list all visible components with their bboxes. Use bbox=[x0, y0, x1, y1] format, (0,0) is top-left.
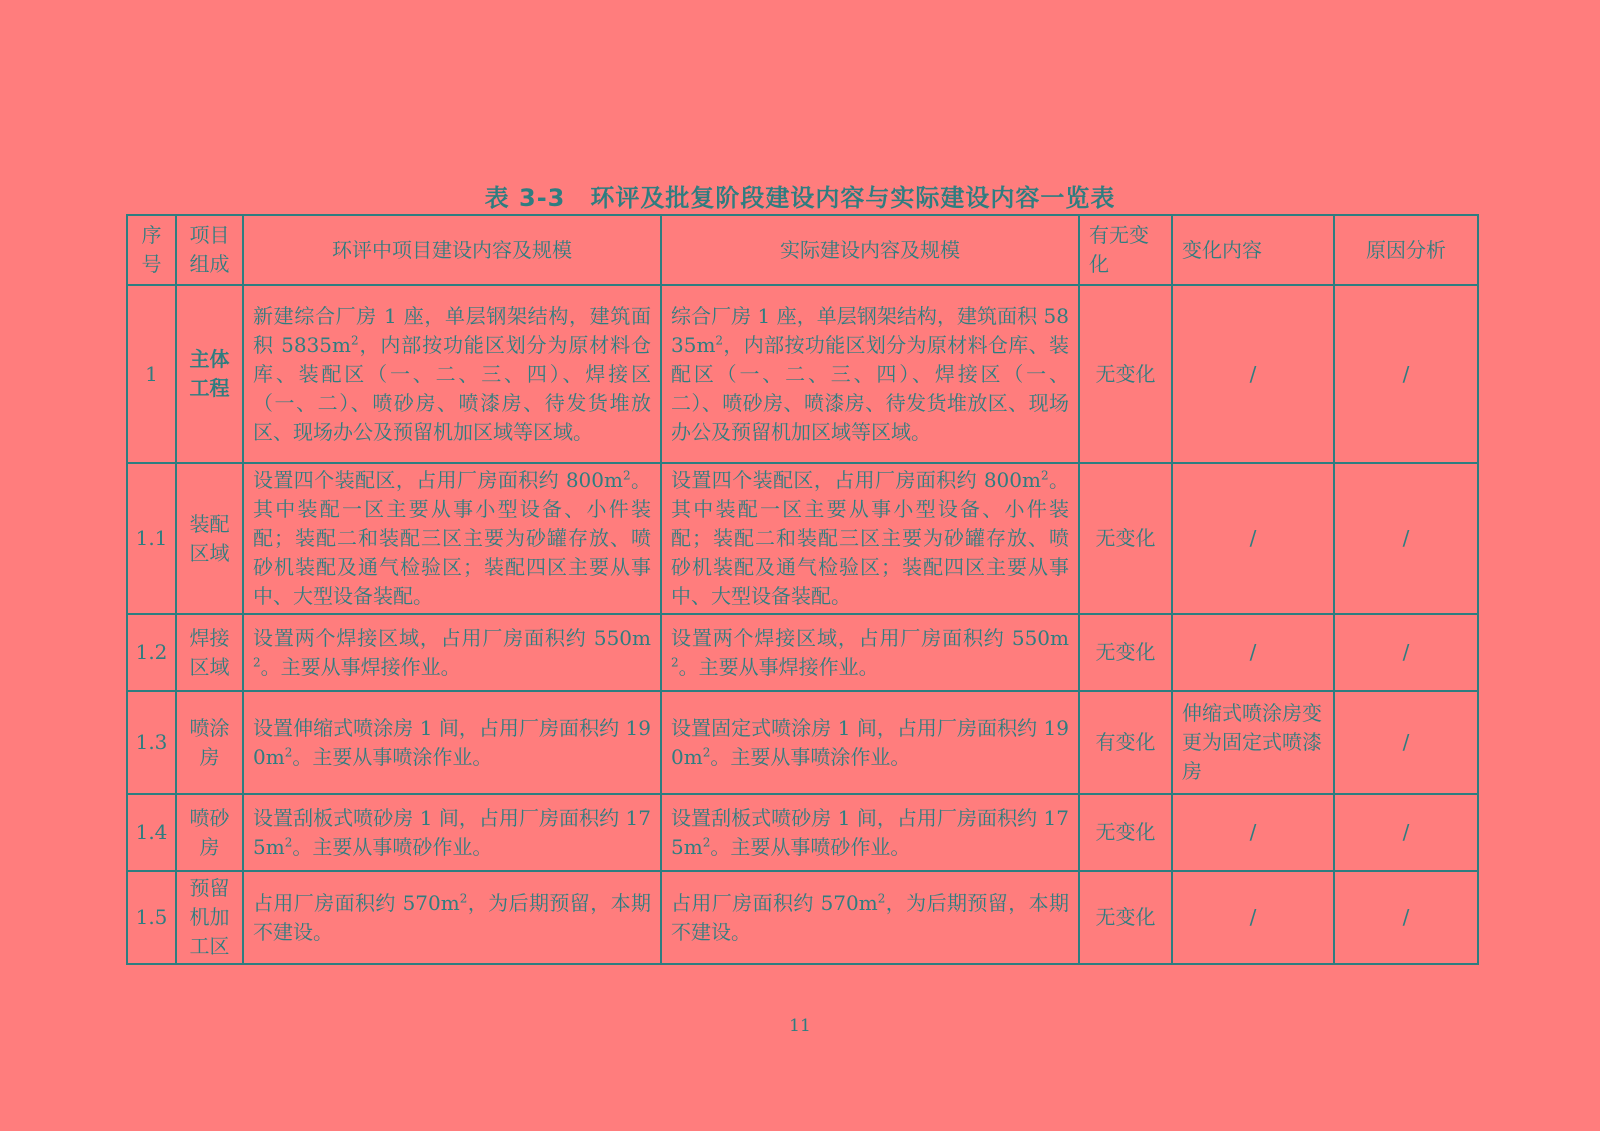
row-actual-content: 占用厂房面积约 $570m^2$，为后期预留，本期不建设。 bbox=[661, 871, 1079, 964]
table-row bbox=[127, 871, 1478, 964]
header-actual: 实际建设内容及规模 bbox=[661, 215, 1079, 285]
row-component: 装配区域 bbox=[176, 463, 243, 614]
table-header-row bbox=[127, 215, 1478, 285]
page-number: 11 bbox=[789, 1016, 811, 1036]
row-reason: / bbox=[1334, 285, 1478, 463]
row-has-change: 有变化 bbox=[1079, 691, 1172, 794]
row-component: 喷涂房 bbox=[176, 691, 243, 794]
row-eia-content: 设置伸缩式喷涂房 1 间，占用厂房面积约 $190m^2$。主要从事喷涂作业。 bbox=[243, 691, 661, 794]
row-change: / bbox=[1172, 794, 1334, 871]
row-has-change: 无变化 bbox=[1079, 794, 1172, 871]
row-reason: / bbox=[1334, 794, 1478, 871]
row-seq: 1.5 bbox=[127, 871, 176, 964]
row-actual-content: 设置固定式喷涂房 1 间，占用厂房面积约 $190m^2$。主要从事喷涂作业。 bbox=[661, 691, 1079, 794]
row-reason: / bbox=[1334, 463, 1478, 614]
row-seq: 1.3 bbox=[127, 691, 176, 794]
row-component: 焊接区域 bbox=[176, 614, 243, 691]
row-eia-content: 设置四个装配区，占用厂房面积约 $800m^2$。其中装配一区主要从事小型设备、小件装配；装配二和装配三区主要为砂罐存放、喷砂机装配及通气检验区；装配四区主要从事中、大型设备装配。 bbox=[243, 463, 661, 614]
row-reason: / bbox=[1334, 871, 1478, 964]
row-change: / bbox=[1172, 614, 1334, 691]
row-reason: / bbox=[1334, 614, 1478, 691]
row-seq: 1.1 bbox=[127, 463, 176, 614]
row-actual-content: 设置四个装配区，占用厂房面积约 $800m^2$。其中装配一区主要从事小型设备、小件装配；装配二和装配三区主要为砂罐存放、喷砂机装配及通气检验区；装配四区主要从事中、大型设备装配。 bbox=[661, 463, 1079, 614]
table-row bbox=[127, 691, 1478, 794]
row-seq: 1.2 bbox=[127, 614, 176, 691]
table-row bbox=[127, 463, 1478, 614]
header-seq: 序号 bbox=[127, 215, 176, 285]
row-eia-content: 设置两个焊接区域，占用厂房面积约 $550m^2$。主要从事焊接作业。 bbox=[243, 614, 661, 691]
row-actual-content: 综合厂房 1 座，单层钢架结构，建筑面积 $5835m^2$，内部按功能区划分为原材料仓库、装配区（一、二、三、四）、焊接区（一、二）、喷砂房、喷漆房、待发货堆放区、现场办公及预留机加区域等区域。 bbox=[661, 285, 1079, 463]
row-component: 主体工程 bbox=[176, 285, 243, 463]
header-change: 变化内容 bbox=[1172, 215, 1334, 285]
row-eia-content: 占用厂房面积约 $570m^2$，为后期预留，本期不建设。 bbox=[243, 871, 661, 964]
header-component: 项目组成 bbox=[176, 215, 243, 285]
row-change: / bbox=[1172, 871, 1334, 964]
row-eia-content: 设置刮板式喷砂房 1 间，占用厂房面积约 $175m^2$。主要从事喷砂作业。 bbox=[243, 794, 661, 871]
table-row bbox=[127, 285, 1478, 463]
table-title: 表 3-3 环评及批复阶段建设内容与实际建设内容一览表 bbox=[484, 184, 1116, 212]
row-has-change: 无变化 bbox=[1079, 463, 1172, 614]
row-seq: 1 bbox=[127, 285, 176, 463]
row-component: 预留机加工区 bbox=[176, 871, 243, 964]
header-has-change: 有无变化 bbox=[1079, 215, 1172, 285]
table-row bbox=[127, 794, 1478, 871]
row-reason: / bbox=[1334, 691, 1478, 794]
row-seq: 1.4 bbox=[127, 794, 176, 871]
header-eia: 环评中项目建设内容及规模 bbox=[243, 215, 661, 285]
comparison-table bbox=[126, 214, 1479, 965]
row-eia-content: 新建综合厂房 1 座，单层钢架结构，建筑面积 $5835m^2$，内部按功能区划分为原材料仓库、装配区（一、二、三、四）、焊接区（一、二）、喷砂房、喷漆房、待发货堆放区、现场办公及预留机加区域等区域。 bbox=[243, 285, 661, 463]
row-component: 喷砂房 bbox=[176, 794, 243, 871]
row-actual-content: 设置刮板式喷砂房 1 间，占用厂房面积约 $175m^2$。主要从事喷砂作业。 bbox=[661, 794, 1079, 871]
row-change: / bbox=[1172, 285, 1334, 463]
header-reason: 原因分析 bbox=[1334, 215, 1478, 285]
table-row bbox=[127, 614, 1478, 691]
row-change: / bbox=[1172, 463, 1334, 614]
row-has-change: 无变化 bbox=[1079, 871, 1172, 964]
row-actual-content: 设置两个焊接区域，占用厂房面积约 $550m^2$。主要从事焊接作业。 bbox=[661, 614, 1079, 691]
row-has-change: 无变化 bbox=[1079, 614, 1172, 691]
row-has-change: 无变化 bbox=[1079, 285, 1172, 463]
row-change: 伸缩式喷涂房变更为固定式喷漆房 bbox=[1172, 691, 1334, 794]
